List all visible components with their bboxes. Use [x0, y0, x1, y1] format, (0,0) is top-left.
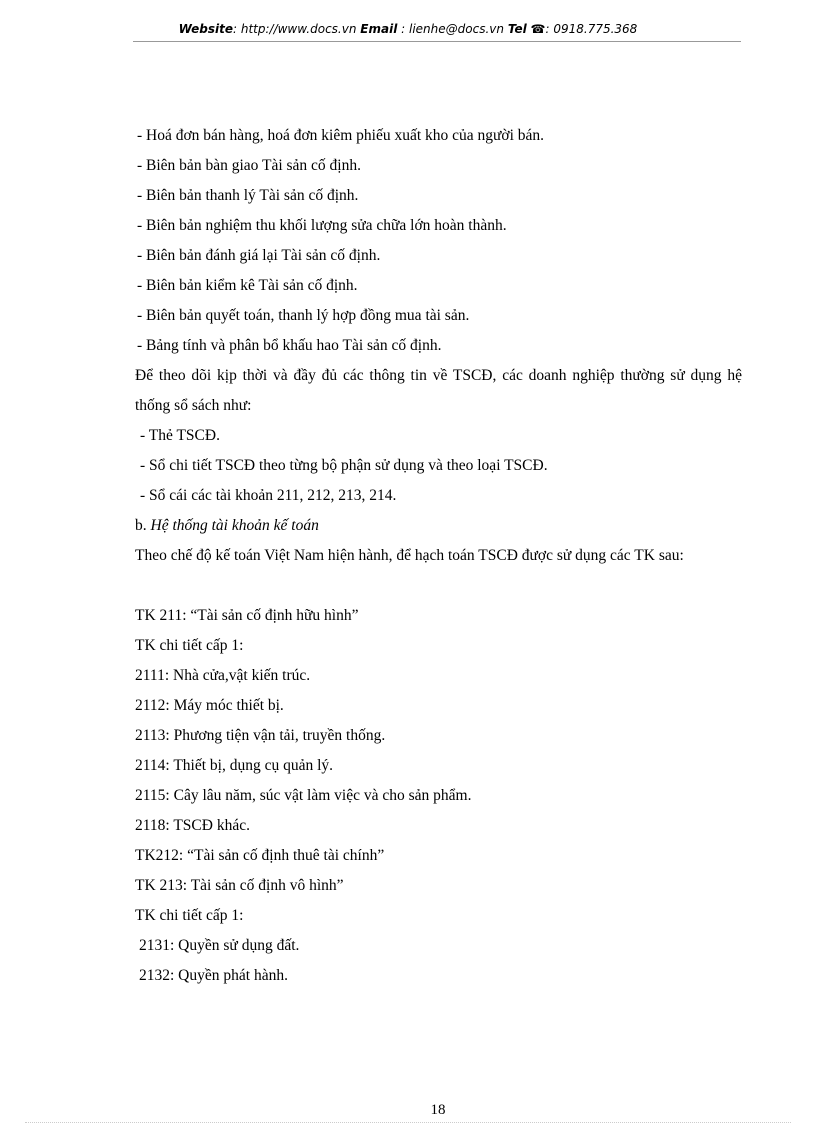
- text-line: 2132: Quyền phát hành.: [139, 967, 288, 984]
- text-line: - Sổ chi tiết TSCĐ theo từng bộ phận sử dụng và theo loại TSCĐ.: [140, 457, 548, 474]
- email-label: Email: [360, 22, 398, 36]
- text-line: 2115: Cây lâu năm, súc vật làm việc và cho sản phẩm.: [135, 787, 472, 804]
- text-line: TK chi tiết cấp 1:: [135, 637, 244, 654]
- page-number: 18: [430, 1102, 446, 1118]
- text-line: - Biên bản nghiệm thu khối lượng sửa chữa lớn hoàn thành.: [137, 217, 507, 234]
- text-line: - Thẻ TSCĐ.: [140, 427, 220, 444]
- text-line: - Biên bản kiểm kê Tài sản cố định.: [137, 277, 358, 294]
- text-line: 2131: Quyền sử dụng đất.: [139, 937, 300, 954]
- section-prefix: b.: [135, 517, 151, 534]
- text-line: TK 213: Tài sản cố định vô hình”: [135, 877, 344, 894]
- header-divider: [133, 41, 741, 42]
- email-value: : lienhe@docs.vn: [401, 22, 504, 36]
- text-line: - Biên bản đánh giá lại Tài sản cố định.: [137, 247, 381, 264]
- text-line: 2111: Nhà cửa,vật kiến trúc.: [135, 667, 311, 684]
- section-heading: Hệ thống tài khoản kế toán: [150, 517, 319, 534]
- text-line: - Bảng tính và phân bổ khấu hao Tài sản cố định.: [137, 337, 442, 354]
- text-line: - Sổ cái các tài khoản 211, 212, 213, 214.: [140, 487, 397, 504]
- text-line: TK chi tiết cấp 1:: [135, 907, 244, 924]
- website-value: : http://www.docs.vn: [233, 22, 357, 36]
- text-line: 2114: Thiết bị, dụng cụ quản lý.: [135, 757, 334, 774]
- text-line: Theo chế độ kế toán Việt Nam hiện hành, để hạch toán TSCĐ được sử dụng các TK sau:: [135, 547, 684, 564]
- phone-icon: ☎: [530, 22, 546, 36]
- page-header: [0, 22, 816, 36]
- document-body: [135, 126, 742, 996]
- text-line: TK212: “Tài sản cố định thuê tài chính”: [135, 847, 385, 864]
- website-label: Website: [178, 22, 233, 36]
- text-line: - Biên bản thanh lý Tài sản cố định.: [137, 187, 359, 204]
- text-line: - Biên bản quyết toán, thanh lý hợp đồng mua tài sản.: [137, 307, 470, 324]
- text-line: - Hoá đơn bán hàng, hoá đơn kiêm phiếu xuất kho của người bán.: [137, 127, 545, 144]
- text-line: 2118: TSCĐ khác.: [135, 817, 250, 834]
- text-line: - Biên bản bàn giao Tài sản cố định.: [137, 157, 361, 174]
- tel-label: Tel: [507, 22, 527, 36]
- text-line: 2113: Phương tiện vận tải, truyền thống.: [135, 727, 386, 744]
- text-line: Để theo dõi kịp thời và đầy đủ các thông tin về TSCĐ, các doanh nghiệp thường sử dụng hệ thống sổ sách như:: [135, 367, 742, 414]
- text-line: TK 211: “Tài sản cố định hữu hình”: [135, 607, 359, 624]
- text-line: 2112: Máy móc thiết bị.: [135, 697, 284, 714]
- tel-value: : 0918.775.368: [545, 22, 638, 36]
